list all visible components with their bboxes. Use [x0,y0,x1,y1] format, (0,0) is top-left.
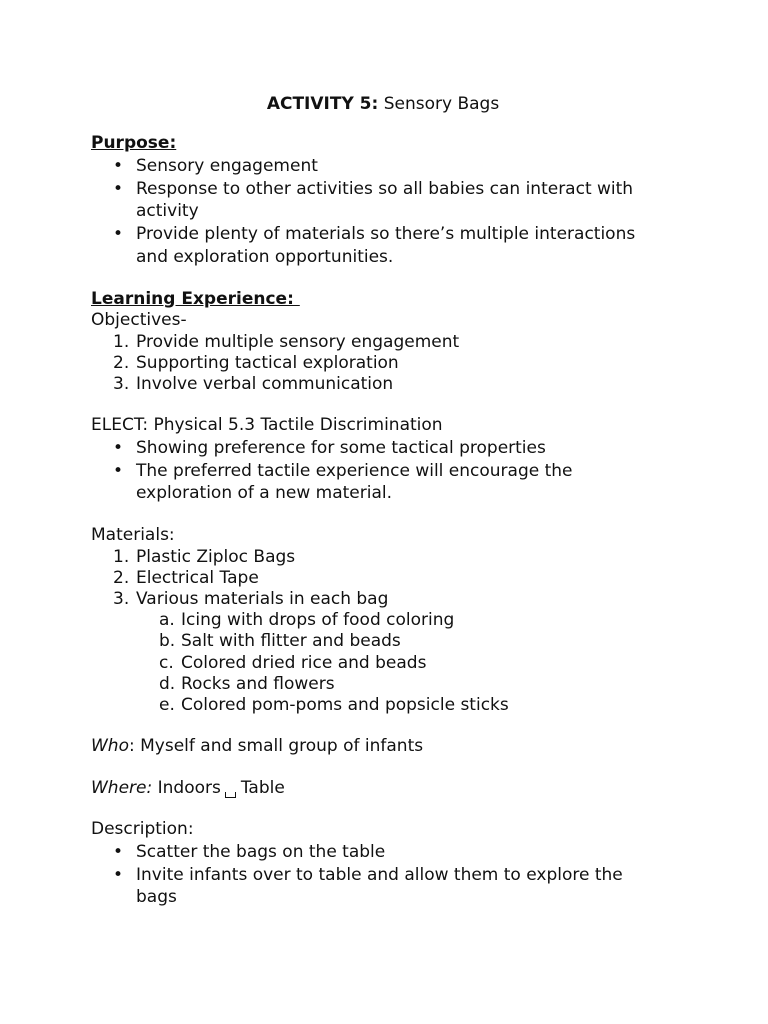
purpose-heading: Purpose: [91,133,177,153]
list-item: a. Icing with drops of food coloring [159,610,455,631]
objectives-label: Objectives- [91,310,187,330]
list-item: d. Rocks and flowers [159,673,335,694]
list-item: 2. Supporting tactical exploration [113,352,399,373]
page-title [91,93,675,115]
list-item: 3. Involve verbal communication [113,373,394,394]
where-after: Table [240,777,285,798]
elect-label: ELECT: Physical 5.3 Tactile Discrimination [91,415,443,436]
bullet-marker: • [113,437,124,458]
who-text: : Myself and small group of infants [128,736,424,757]
description-label: Description: [91,819,194,840]
where-before: Indoors [152,777,221,798]
list-item: 2. Electrical Tape [113,567,259,588]
list-item: c. Colored dried rice and beads [159,652,427,673]
bullet-marker: • [113,460,124,481]
where-label: Where: [91,777,153,798]
elect-list [91,437,691,505]
bullet-marker: • [113,178,124,199]
who-line [91,736,691,758]
purpose-list [91,155,691,269]
list-item: 1. Provide multiple sensory engagement [113,331,460,352]
title-text: Sensory Bags [383,94,500,114]
title-label: ACTIVITY 5: [266,94,379,114]
materials-sub-list [91,610,691,716]
who-label: Who [91,736,129,757]
list-item: • Provide plenty of materials so there’s multiple interactions and exploration opportunities. [113,224,636,267]
objectives-list [91,332,691,396]
list-item: • Sensory engagement [113,155,318,176]
list-item: • Response to other activities so all babies can interact with activity [113,178,634,221]
missing-glyph-icon [225,792,236,798]
materials-label: Materials: [91,525,175,546]
document-page [91,93,691,909]
list-item: • Invite infants over to table and allow them to explore the bags [113,864,623,908]
list-item: 1. Plastic Ziploc Bags [113,546,296,567]
list-item: • The preferred tactile experience will encourage the exploration of a new material. [113,460,573,504]
list-item: 3. Various materials in each bag [113,588,389,609]
bullet-marker: • [113,155,124,176]
learning-experience-heading: Learning Experience: [91,288,300,309]
bullet-marker: • [113,224,124,244]
list-item: e. Colored pom-poms and popsicle sticks [159,694,509,715]
bullet-marker: • [113,864,124,885]
materials-list [91,547,691,611]
list-item: • Scatter the bags on the table [113,841,386,862]
where-line [91,778,691,800]
list-item: b. Salt with flitter and beads [159,631,401,652]
list-item: • Showing preference for some tactical properties [113,437,546,458]
description-list [91,841,691,909]
bullet-marker: • [113,841,124,862]
